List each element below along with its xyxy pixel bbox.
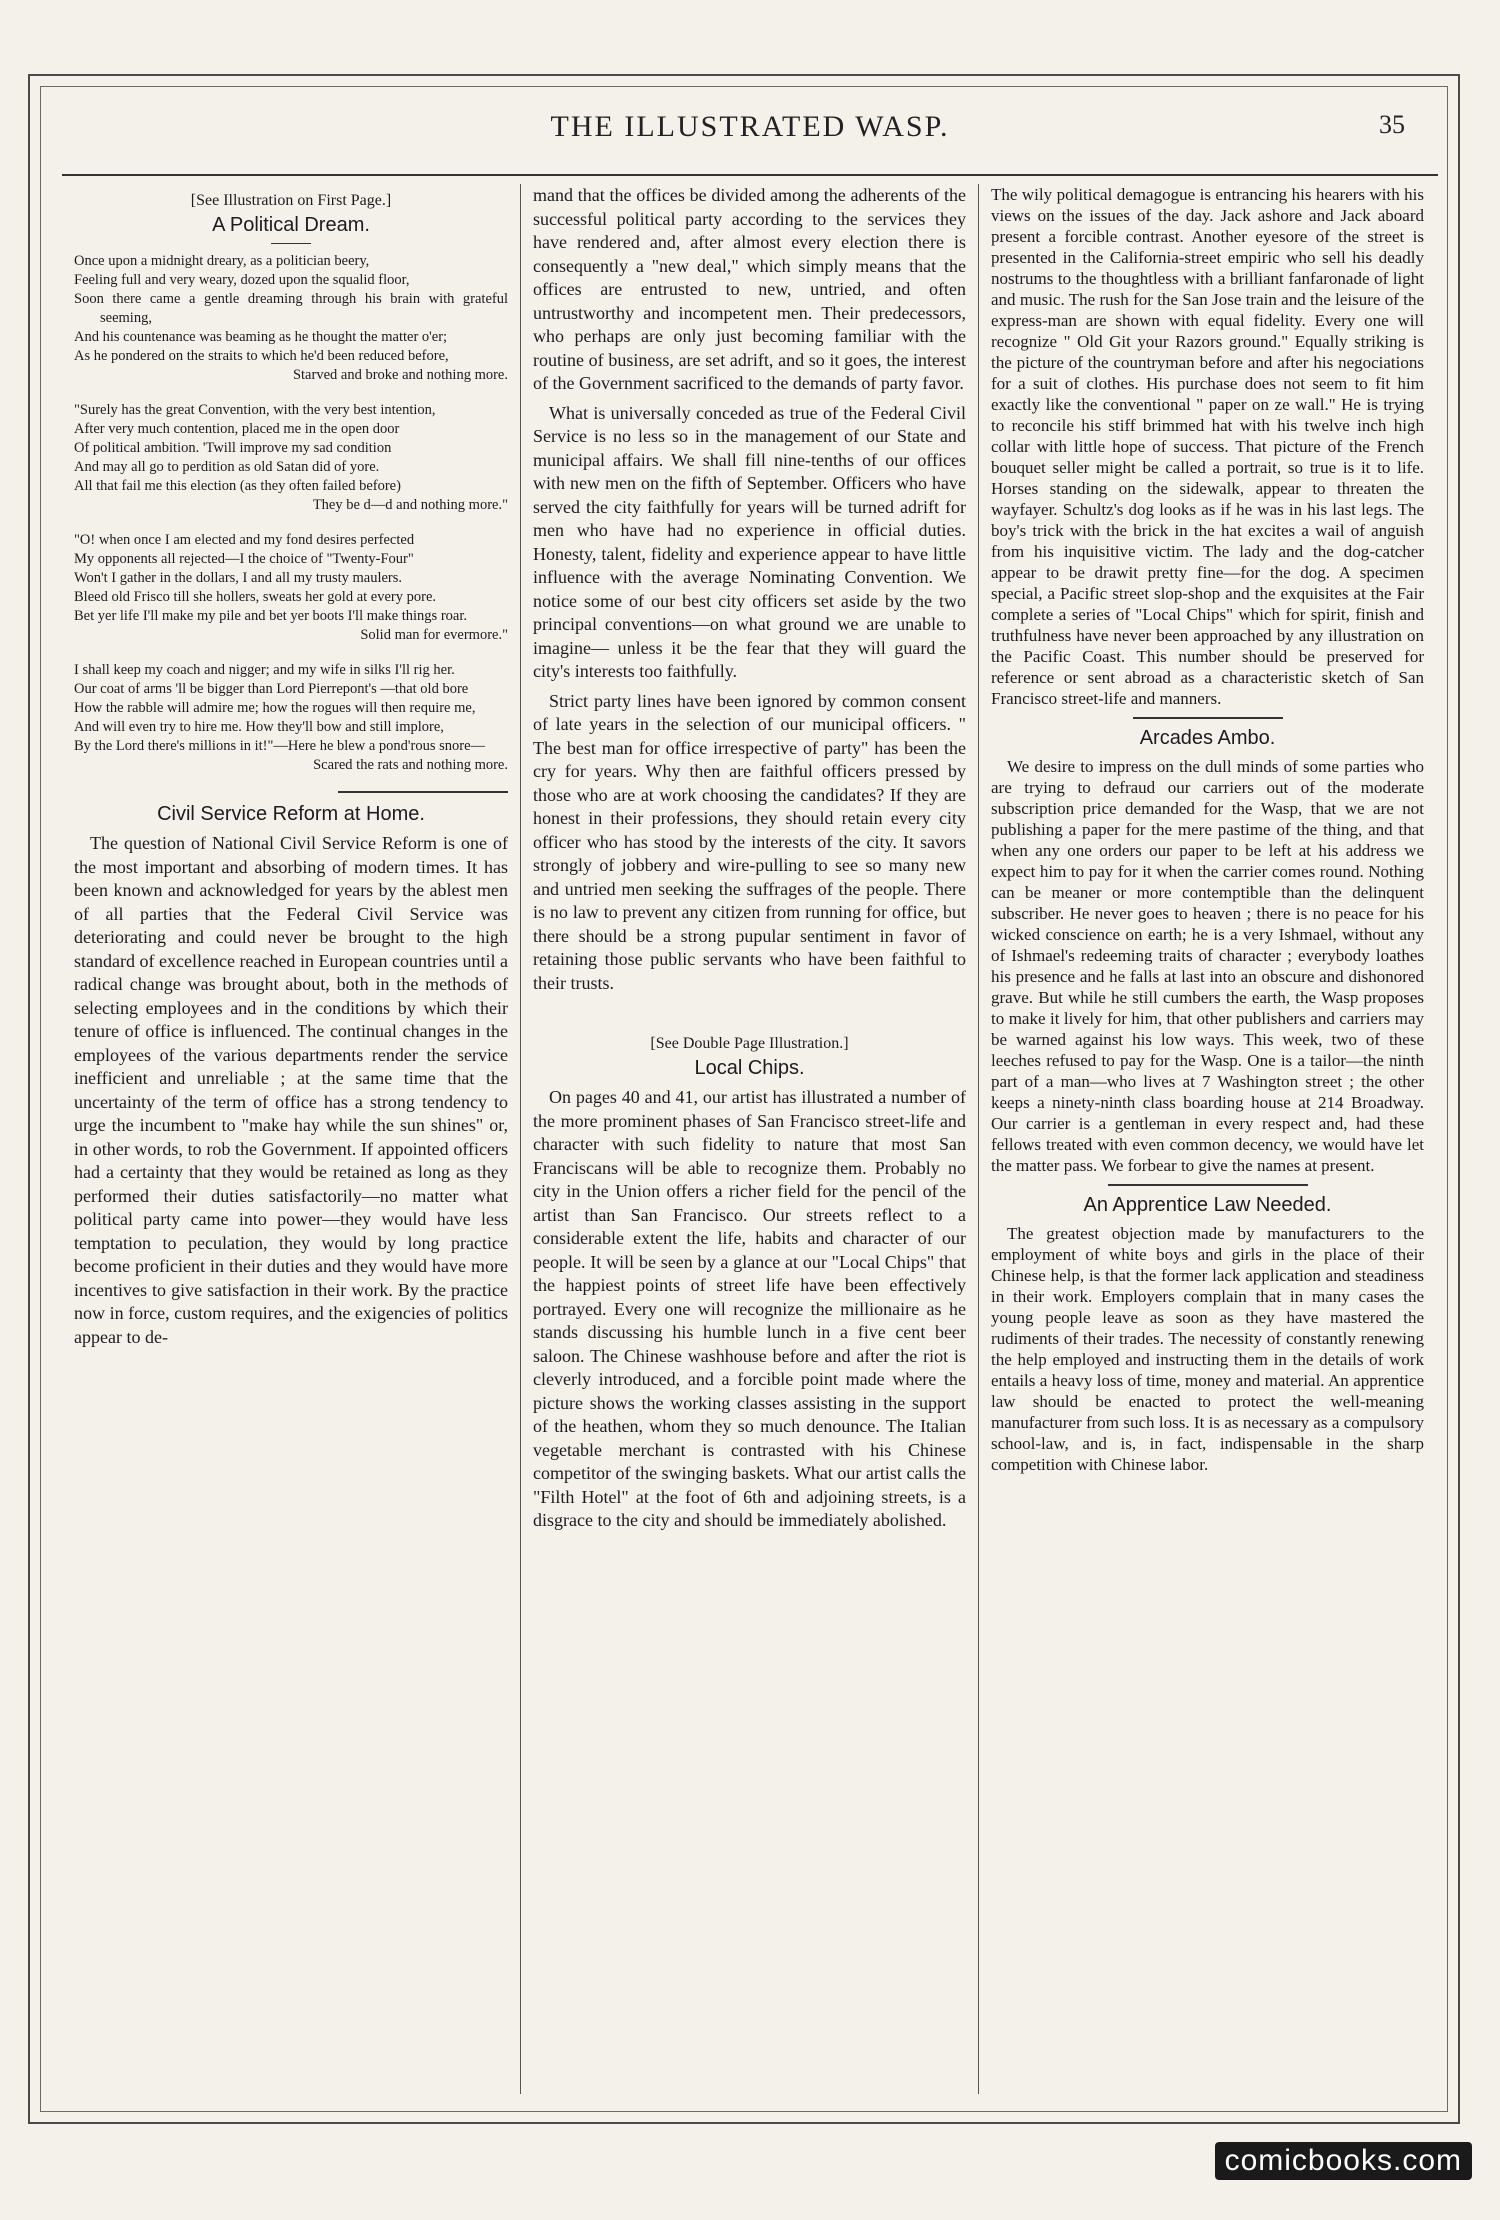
illustration-note: [See Double Page Illustration.]	[650, 1035, 849, 1052]
masthead: THE ILLUSTRATED WASP.	[550, 110, 950, 143]
poem-line: And may all go to perdition as old Satan did of yore.	[74, 459, 380, 475]
poem-line: My opponents all rejected—I the choice of "Twenty-Four"	[74, 551, 414, 567]
article-paragraph: The wily political demagogue is entrancing his hearers with his views on the issues of the day. Jack ashore and Jack aboard present a forcible contrast. Another eyesore of the street is presented in the California-street empiric who sell his deadly nostrums to the thoughtless with a brilliant fanfaronade of light and music. The rush for the San Jose train and the leisure of the express-man are shown with equal fidelity. Every one will recognize " Old Git your Razors ground." Equally striking is the picture of the countryman before and after his negociations for a suit of clothes. His purchase does not seem to fit him exactly like the conventional " paper on ze wall." He is trying to reconcile his stiff brimmed hat with his twelve inch high collar with little hope of success. That picture of the French bouquet seller might be called a portrait, so true is it to life. Horses standing on the sidewalk, appear to threaten the wayfayer. Schultz's dog looks as if he was in his last legs. The boy's trick with the brick in the hat excites a wail of anguish from his inquisitive victim. The lady and the dog-catcher appear to be drawit pretty fine—for the dog. A specimen special, a Pacific street slop-shop and the exquisites at the Fair complete a series of "Local Chips" which for spirit, finish and truthfulness have never been approached by any illustration on the Pacific Coast. This number should be preserved for reference or sent abroad as a characteristic sketch of San Francisco street-life and manners.	[991, 185, 1424, 708]
illustration-note: [See Illustration on First Page.]	[190, 192, 392, 209]
poem-stanza	[74, 531, 508, 645]
article-title: Arcades Ambo.	[1139, 727, 1276, 749]
poem-line: Bet yer life I'll make my pile and bet yer boots I'll make things roar.	[74, 608, 467, 624]
divider	[1133, 717, 1283, 719]
poem-line: And his countenance was beaming as he thought the matter o'er;	[74, 329, 448, 345]
divider	[338, 791, 508, 793]
poem-stanza	[74, 401, 508, 515]
article-text: The greatest objection made by manufacturers to the employment of white boys and girls in the place of their Chinese help, is that the former lack application and steadiness in their work. Employers complain that in many cases the young people leave as soon as they have mastered the rudiments of their trades. The necessity of constantly renewing the help employed and instructing them in the details of work entails a heavy loss of time, money and material. An apprentice law should be enacted to protect the well-meaning manufacturer from such loss. It is as necessary as a compulsory school-law, and is, in fact, indispensable in the sharp competition with Chinese labor.	[991, 1224, 1424, 1474]
poem-stanza	[74, 252, 508, 385]
poem-line: By the Lord there's millions in it!"—Here he blew a pond'rous snore—	[74, 738, 486, 754]
column-1	[62, 184, 520, 2094]
article-title: An Apprentice Law Needed.	[1083, 1194, 1332, 1216]
article-text: On pages 40 and 41, our artist has illustrated a number of the more prominent phases of San Francisco street-life and character with such fidelity to nature that most San Franciscans will be able to recognize them. Probably no city in the Union offers a richer field for the pencil of the artist than San Francisco. Our streets reflect to a considerable extent the life, habits and character of our people. It will be seen by a glance at our "Local Chips" that the happiest points of street life have been effectively portrayed. Every one will recognize the millionaire as he stands discussing his humble lunch in a five cent beer saloon. The Chinese washhouse before and after the riot is cleverly introduced, and a forcible point made where the picture shows the working classes assisting in the support of the heathen, whom they so much denounce. The Italian vegetable merchant is contrasted with his Chinese competitor of the swinging baskets. What our artist calls the "Filth Hotel" at the foot of 6th and adjoining streets, is a disgrace to the city and should be immediately abolished.	[533, 1087, 966, 1530]
poem-refrain: Solid man for evermore."	[360, 627, 508, 643]
poem-title: A Political Dream.	[212, 214, 370, 236]
columns	[62, 184, 1438, 2094]
poem-refrain: They be d—d and nothing more."	[312, 497, 508, 513]
column-2	[520, 184, 978, 2094]
watermark: comicbooks.com	[1215, 2142, 1472, 2180]
poem-line: Feeling full and very weary, dozed upon the squalid floor,	[74, 272, 410, 288]
page-number: 35	[1379, 110, 1405, 139]
poem-refrain: Scared the rats and nothing more.	[313, 757, 508, 773]
divider	[1108, 1184, 1308, 1186]
poem-stanza	[74, 661, 508, 775]
article-paragraph: What is universally conceded as true of the Federal Civil Service is no less so in the management of our State and municipal affairs. We shall fill nine-tenths of our offices with new men on the fifth of September. Officers who have served the city faithfully for years will be turned adrift for men who have had no experience in official duties. Honesty, talent, fidelity and experience appear to have little influence with the average Nominating Convention. We notice some of our best city officers set aside by the two principal conventions—on what ground we are unable to imagine— unless it be the fear that they will guard the city's interests too faithfully.	[533, 402, 966, 681]
masthead-rule	[62, 174, 1438, 176]
article-text: We desire to impress on the dull minds of some parties who are trying to defraud our carriers out of the moderate subscription price demanded for the Wasp, that we are not publishing a paper for the mere pastime of the thing, and that when any one orders our paper to be left at his address we expect him to pay for it when the carrier comes round. Nothing can be meaner or more contemptible than the delinquent subscriber. He never goes to heaven ; there is no peace for his wicked conscience on earth; he is a very Ishmael, without any of Ishmael's redeeming traits of character ; everybody loathes his presence and he falls at last into an obscure and dishonored grave. But while he still cumbers the earth, the Wasp proposes to make it lively for him, that other publishers and carriers may be warned against his low ways. This week, two of these leeches refused to pay for the Wasp. One is a tailor—the ninth part of a man—who lives at 7 Washington street ; the other keeps a ninety-ninth class boarding house at 214 Broadway. Our carrier is a gentleman in every respect and, had these fellows treated with even common decency, we would have let the matter pass. We forbear to give the names at present.	[991, 757, 1424, 1175]
poem-line: As he pondered on the straits to which he'd been reduced before,	[74, 348, 449, 364]
spacer	[533, 1001, 966, 1027]
article-paragraph: Strict party lines have been ignored by common consent of late years in the selection of our municipal officers. " The best man for office irrespective of party" has been the cry for years. Why then are faithful officers pressed by those who are at work choosing the candidates? If they are honest in their professions, they should retain every city officer who has stood by the interests of the city. It savors strongly of jobbery and wire-pulling to see so many new and untried men seeking the suffrages of the people. There is no law to prevent any citizen from running for office, but there should be a strong pupular sentiment in favor of retaining those public servants who have been faithful to their trusts.	[533, 690, 966, 993]
divider	[271, 243, 311, 244]
article-text: The question of National Civil Service Reform is one of the most important and absorbing of modern times. It has been known and acknowledged for years by the ablest men of all parties that the Federal Civil Service was deteriorating and could never be brought to the high standard of excellence reached in European countries until a radical change was brought about, both in the methods of selecting employees and in the conditions by which their tenure of office is influenced. The continual changes in the employees of the various departments render the service inefficient and unreliable ; at the same time that the uncertainty of the term of office has a strong tendency to urge the incumbent to "make hay while the sun shines" or, in other words, to rob the Government. If appointed officers had a certainty that they would be retained as long as they performed their duties satisfactorily—no matter what political party came into power—they would have less temptation to peculation, they would by long practice become proficient in their duties and they would have more incentives to give satisfaction in their work. By the practice now in force, custom requires, and the exigencies of politics appear to de-	[74, 833, 508, 1347]
poem-line: All that fail me this election (as they often failed before)	[74, 478, 401, 494]
poem-line: "O! when once I am elected and my fond desires perfected	[74, 532, 415, 548]
poem-line: And will even try to hire me. How they'll bow and still implore,	[74, 719, 444, 735]
poem-line: Won't I gather in the dollars, I and all my trusty maulers.	[74, 570, 403, 586]
poem-line: "Surely has the great Convention, with the very best intention,	[74, 402, 436, 418]
article-title: Local Chips.	[694, 1057, 805, 1079]
poem-line: Of political ambition. 'Twill improve my sad condition	[74, 440, 392, 456]
poem-line: Once upon a midnight dreary, as a politician beery,	[74, 253, 370, 269]
poem-refrain: Starved and broke and nothing more.	[292, 367, 508, 383]
poem-line: Our coat of arms 'll be bigger than Lord Pierrepont's —that old bore	[74, 681, 469, 697]
poem-line: Soon there came a gentle dreaming through his brain with grateful seeming,	[74, 291, 508, 326]
article-title: Civil Service Reform at Home.	[157, 803, 425, 825]
poem-line: How the rabble will admire me; how the rogues will then require me,	[74, 700, 476, 716]
column-3	[978, 184, 1436, 2094]
poem	[74, 252, 508, 775]
poem-line: Bleed old Frisco till she hollers, sweats her gold at every pore.	[74, 589, 437, 605]
poem-line: After very much contention, placed me in the open door	[74, 421, 400, 437]
poem-line: I shall keep my coach and nigger; and my wife in silks I'll rig her.	[74, 662, 455, 678]
article-paragraph: mand that the offices be divided among the adherents of the successful political party according to the services they have rendered and, after almost every election there is consequently a "new deal," which simply means that the offices are entrusted to new, untried, and often untrustworthy and incompetent men. Their predecessors, who perhaps are only just becoming familiar with the routine of business, are set adrift, and so it goes, the interest of the Government sacrificed to the demands of party favor.	[533, 185, 966, 393]
